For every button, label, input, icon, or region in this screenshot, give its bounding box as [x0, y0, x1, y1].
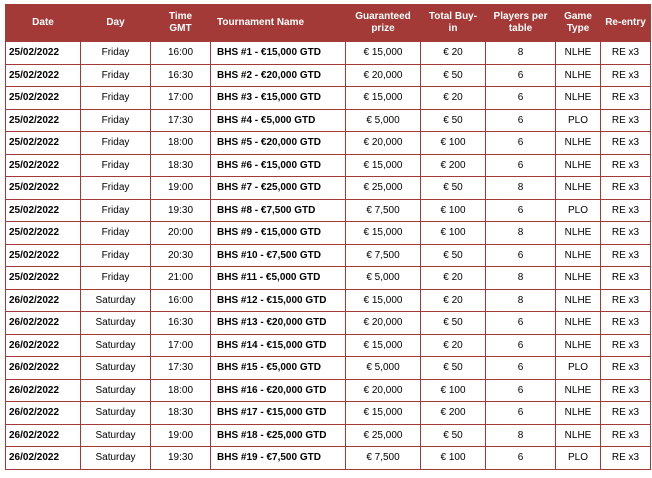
- cell-tournament-name: BHS #13 - €20,000 GTD: [211, 312, 346, 335]
- cell-date: 25/02/2022: [6, 42, 81, 65]
- cell-players-per-table: 8: [486, 222, 556, 245]
- cell-game-type: PLO: [556, 109, 601, 132]
- cell-day: Saturday: [81, 357, 151, 380]
- cell-game-type: NLHE: [556, 132, 601, 155]
- cell-reentry: RE x3: [601, 154, 651, 177]
- table-row: [6, 154, 651, 177]
- cell-guaranteed-prize: € 25,000: [346, 424, 421, 447]
- cell-guaranteed-prize: € 20,000: [346, 132, 421, 155]
- cell-total-buyin: € 100: [421, 222, 486, 245]
- cell-reentry: RE x3: [601, 87, 651, 110]
- cell-day: Friday: [81, 109, 151, 132]
- cell-game-type: NLHE: [556, 334, 601, 357]
- cell-day: Saturday: [81, 402, 151, 425]
- cell-players-per-table: 6: [486, 447, 556, 470]
- cell-tournament-name: BHS #8 - €7,500 GTD: [211, 199, 346, 222]
- cell-time: 18:30: [151, 154, 211, 177]
- cell-total-buyin: € 20: [421, 289, 486, 312]
- table-row: [6, 199, 651, 222]
- cell-reentry: RE x3: [601, 312, 651, 335]
- cell-date: 25/02/2022: [6, 64, 81, 87]
- cell-players-per-table: 6: [486, 244, 556, 267]
- cell-game-type: NLHE: [556, 244, 601, 267]
- cell-date: 25/02/2022: [6, 154, 81, 177]
- cell-total-buyin: € 50: [421, 312, 486, 335]
- cell-total-buyin: € 50: [421, 357, 486, 380]
- table-row: [6, 334, 651, 357]
- header-players-label-line1: Players per: [493, 11, 548, 22]
- cell-day: Friday: [81, 42, 151, 65]
- cell-game-type: NLHE: [556, 312, 601, 335]
- cell-reentry: RE x3: [601, 222, 651, 245]
- cell-reentry: RE x3: [601, 199, 651, 222]
- cell-day: Friday: [81, 199, 151, 222]
- table-row: [6, 244, 651, 267]
- cell-day: Saturday: [81, 424, 151, 447]
- header-reentry: [601, 5, 651, 42]
- cell-players-per-table: 6: [486, 357, 556, 380]
- table-row: [6, 132, 651, 155]
- cell-date: 26/02/2022: [6, 447, 81, 470]
- cell-day: Saturday: [81, 312, 151, 335]
- cell-tournament-name: BHS #3 - €15,000 GTD: [211, 87, 346, 110]
- cell-tournament-name: BHS #5 - €20,000 GTD: [211, 132, 346, 155]
- table-row: [6, 42, 651, 65]
- tournament-schedule-table: [5, 4, 651, 470]
- cell-tournament-name: BHS #14 - €15,000 GTD: [211, 334, 346, 357]
- cell-date: 26/02/2022: [6, 424, 81, 447]
- cell-players-per-table: 8: [486, 267, 556, 290]
- cell-game-type: PLO: [556, 447, 601, 470]
- cell-guaranteed-prize: € 15,000: [346, 402, 421, 425]
- cell-total-buyin: € 20: [421, 42, 486, 65]
- cell-time: 19:00: [151, 177, 211, 200]
- cell-date: 26/02/2022: [6, 289, 81, 312]
- cell-guaranteed-prize: € 20,000: [346, 312, 421, 335]
- cell-guaranteed-prize: € 7,500: [346, 244, 421, 267]
- cell-game-type: NLHE: [556, 42, 601, 65]
- cell-game-type: NLHE: [556, 402, 601, 425]
- cell-guaranteed-prize: € 25,000: [346, 177, 421, 200]
- cell-guaranteed-prize: € 20,000: [346, 379, 421, 402]
- cell-players-per-table: 6: [486, 132, 556, 155]
- cell-game-type: NLHE: [556, 222, 601, 245]
- cell-time: 17:00: [151, 87, 211, 110]
- header-players-label-line2: table: [508, 23, 533, 34]
- cell-tournament-name: BHS #12 - €15,000 GTD: [211, 289, 346, 312]
- header-reentry-label: Re-entry: [605, 17, 646, 28]
- cell-date: 25/02/2022: [6, 222, 81, 245]
- cell-guaranteed-prize: € 5,000: [346, 109, 421, 132]
- cell-guaranteed-prize: € 7,500: [346, 199, 421, 222]
- cell-players-per-table: 6: [486, 109, 556, 132]
- cell-date: 25/02/2022: [6, 244, 81, 267]
- cell-players-per-table: 6: [486, 334, 556, 357]
- cell-game-type: NLHE: [556, 87, 601, 110]
- cell-tournament-name: BHS #16 - €20,000 GTD: [211, 379, 346, 402]
- header-date: [6, 5, 81, 42]
- table-row: [6, 177, 651, 200]
- cell-time: 19:30: [151, 447, 211, 470]
- header-gtd-label-line2: prize: [371, 23, 395, 34]
- cell-players-per-table: 8: [486, 177, 556, 200]
- cell-guaranteed-prize: € 5,000: [346, 267, 421, 290]
- cell-time: 16:00: [151, 42, 211, 65]
- cell-date: 26/02/2022: [6, 379, 81, 402]
- header-row: [6, 5, 651, 42]
- cell-game-type: NLHE: [556, 379, 601, 402]
- header-time-label-line1: Time: [168, 11, 193, 22]
- cell-time: 20:30: [151, 244, 211, 267]
- header-time: [151, 5, 211, 42]
- cell-reentry: RE x3: [601, 334, 651, 357]
- cell-game-type: NLHE: [556, 424, 601, 447]
- cell-game-type: NLHE: [556, 289, 601, 312]
- header-day: [81, 5, 151, 42]
- cell-guaranteed-prize: € 15,000: [346, 87, 421, 110]
- cell-reentry: RE x3: [601, 109, 651, 132]
- cell-day: Saturday: [81, 289, 151, 312]
- cell-time: 17:30: [151, 109, 211, 132]
- cell-tournament-name: BHS #6 - €15,000 GTD: [211, 154, 346, 177]
- cell-players-per-table: 8: [486, 42, 556, 65]
- header-day-label: Day: [106, 17, 125, 28]
- table-body: [6, 42, 651, 470]
- cell-day: Friday: [81, 87, 151, 110]
- cell-reentry: RE x3: [601, 132, 651, 155]
- header-name-label: Tournament Name: [217, 17, 305, 28]
- cell-day: Friday: [81, 267, 151, 290]
- cell-players-per-table: 6: [486, 379, 556, 402]
- cell-players-per-table: 6: [486, 312, 556, 335]
- header-game-label-line1: Game: [564, 11, 592, 22]
- cell-players-per-table: 6: [486, 199, 556, 222]
- cell-time: 16:00: [151, 289, 211, 312]
- cell-total-buyin: € 20: [421, 334, 486, 357]
- cell-day: Friday: [81, 222, 151, 245]
- cell-guaranteed-prize: € 20,000: [346, 64, 421, 87]
- cell-players-per-table: 6: [486, 154, 556, 177]
- cell-time: 21:00: [151, 267, 211, 290]
- cell-date: 25/02/2022: [6, 177, 81, 200]
- cell-reentry: RE x3: [601, 379, 651, 402]
- cell-tournament-name: BHS #9 - €15,000 GTD: [211, 222, 346, 245]
- cell-reentry: RE x3: [601, 64, 651, 87]
- cell-guaranteed-prize: € 15,000: [346, 289, 421, 312]
- cell-time: 18:30: [151, 402, 211, 425]
- cell-guaranteed-prize: € 15,000: [346, 154, 421, 177]
- cell-game-type: NLHE: [556, 177, 601, 200]
- cell-reentry: RE x3: [601, 424, 651, 447]
- table-row: [6, 267, 651, 290]
- table-header: [6, 5, 651, 42]
- cell-total-buyin: € 100: [421, 199, 486, 222]
- cell-time: 19:30: [151, 199, 211, 222]
- cell-day: Friday: [81, 132, 151, 155]
- table-row: [6, 357, 651, 380]
- cell-time: 20:00: [151, 222, 211, 245]
- cell-players-per-table: 6: [486, 402, 556, 425]
- cell-day: Friday: [81, 244, 151, 267]
- cell-tournament-name: BHS #15 - €5,000 GTD: [211, 357, 346, 380]
- cell-reentry: RE x3: [601, 244, 651, 267]
- cell-date: 25/02/2022: [6, 267, 81, 290]
- cell-total-buyin: € 50: [421, 424, 486, 447]
- cell-total-buyin: € 50: [421, 244, 486, 267]
- cell-players-per-table: 8: [486, 424, 556, 447]
- cell-tournament-name: BHS #10 - €7,500 GTD: [211, 244, 346, 267]
- cell-day: Saturday: [81, 379, 151, 402]
- cell-total-buyin: € 50: [421, 109, 486, 132]
- header-game-label-line2: Type: [566, 23, 590, 34]
- schedule-table-container: [5, 4, 651, 470]
- cell-total-buyin: € 20: [421, 87, 486, 110]
- cell-tournament-name: BHS #19 - €7,500 GTD: [211, 447, 346, 470]
- cell-tournament-name: BHS #7 - €25,000 GTD: [211, 177, 346, 200]
- cell-time: 17:30: [151, 357, 211, 380]
- cell-date: 25/02/2022: [6, 109, 81, 132]
- cell-guaranteed-prize: € 7,500: [346, 447, 421, 470]
- table-row: [6, 87, 651, 110]
- header-players-per-table: [486, 5, 556, 42]
- cell-tournament-name: BHS #11 - €5,000 GTD: [211, 267, 346, 290]
- cell-date: 25/02/2022: [6, 132, 81, 155]
- cell-total-buyin: € 200: [421, 154, 486, 177]
- cell-game-type: PLO: [556, 199, 601, 222]
- cell-date: 26/02/2022: [6, 357, 81, 380]
- cell-guaranteed-prize: € 15,000: [346, 334, 421, 357]
- cell-time: 18:00: [151, 379, 211, 402]
- cell-reentry: RE x3: [601, 357, 651, 380]
- cell-game-type: PLO: [556, 357, 601, 380]
- table-row: [6, 222, 651, 245]
- cell-total-buyin: € 50: [421, 64, 486, 87]
- table-row: [6, 424, 651, 447]
- cell-date: 26/02/2022: [6, 312, 81, 335]
- cell-day: Friday: [81, 177, 151, 200]
- header-date-label: Date: [32, 17, 54, 28]
- cell-game-type: NLHE: [556, 154, 601, 177]
- header-buyin-label-line1: Total Buy-: [428, 11, 478, 22]
- cell-tournament-name: BHS #4 - €5,000 GTD: [211, 109, 346, 132]
- cell-day: Friday: [81, 154, 151, 177]
- cell-total-buyin: € 20: [421, 267, 486, 290]
- cell-date: 25/02/2022: [6, 87, 81, 110]
- cell-players-per-table: 6: [486, 64, 556, 87]
- cell-guaranteed-prize: € 15,000: [346, 42, 421, 65]
- cell-total-buyin: € 100: [421, 379, 486, 402]
- cell-time: 18:00: [151, 132, 211, 155]
- cell-total-buyin: € 50: [421, 177, 486, 200]
- cell-date: 26/02/2022: [6, 334, 81, 357]
- cell-day: Saturday: [81, 334, 151, 357]
- header-total-buyin: [421, 5, 486, 42]
- cell-players-per-table: 8: [486, 289, 556, 312]
- table-row: [6, 64, 651, 87]
- cell-tournament-name: BHS #2 - €20,000 GTD: [211, 64, 346, 87]
- cell-game-type: NLHE: [556, 267, 601, 290]
- cell-reentry: RE x3: [601, 402, 651, 425]
- header-game-type: [556, 5, 601, 42]
- table-row: [6, 109, 651, 132]
- cell-tournament-name: BHS #17 - €15,000 GTD: [211, 402, 346, 425]
- cell-day: Friday: [81, 64, 151, 87]
- cell-reentry: RE x3: [601, 289, 651, 312]
- header-buyin-label-line2: in: [448, 23, 458, 34]
- header-gtd-label-line1: Guaranteed: [355, 11, 411, 22]
- cell-time: 16:30: [151, 64, 211, 87]
- cell-time: 16:30: [151, 312, 211, 335]
- header-time-label-line2: GMT: [169, 23, 192, 34]
- cell-total-buyin: € 100: [421, 132, 486, 155]
- cell-reentry: RE x3: [601, 42, 651, 65]
- cell-time: 19:00: [151, 424, 211, 447]
- cell-total-buyin: € 200: [421, 402, 486, 425]
- table-row: [6, 402, 651, 425]
- cell-reentry: RE x3: [601, 177, 651, 200]
- cell-date: 25/02/2022: [6, 199, 81, 222]
- cell-players-per-table: 6: [486, 87, 556, 110]
- table-row: [6, 447, 651, 470]
- table-row: [6, 379, 651, 402]
- cell-game-type: NLHE: [556, 64, 601, 87]
- header-guaranteed-prize: [346, 5, 421, 42]
- cell-guaranteed-prize: € 15,000: [346, 222, 421, 245]
- cell-reentry: RE x3: [601, 447, 651, 470]
- cell-time: 17:00: [151, 334, 211, 357]
- cell-guaranteed-prize: € 5,000: [346, 357, 421, 380]
- table-row: [6, 312, 651, 335]
- cell-reentry: RE x3: [601, 267, 651, 290]
- cell-day: Saturday: [81, 447, 151, 470]
- cell-date: 26/02/2022: [6, 402, 81, 425]
- cell-total-buyin: € 100: [421, 447, 486, 470]
- header-tournament-name: [211, 5, 346, 42]
- table-row: [6, 289, 651, 312]
- cell-tournament-name: BHS #18 - €25,000 GTD: [211, 424, 346, 447]
- cell-tournament-name: BHS #1 - €15,000 GTD: [211, 42, 346, 65]
